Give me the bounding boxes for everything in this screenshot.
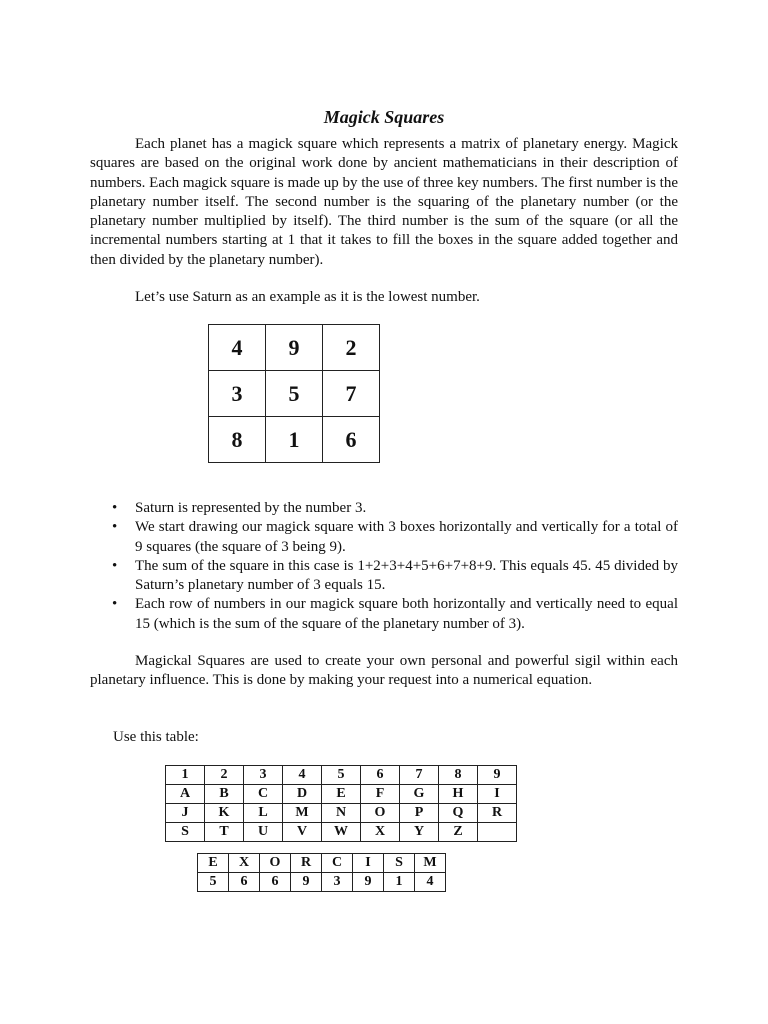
table-cell: Q xyxy=(439,804,478,823)
letter-number-table xyxy=(165,765,517,842)
table-cell: 4 xyxy=(415,873,446,892)
table-cell: G xyxy=(400,785,439,804)
square-cell: 1 xyxy=(266,417,323,463)
bullet-icon: • xyxy=(112,500,118,516)
table-cell: 7 xyxy=(400,766,439,785)
table-cell: 3 xyxy=(244,766,283,785)
list-item xyxy=(90,595,678,634)
table-cell xyxy=(478,823,517,842)
bullet-icon: • xyxy=(112,596,118,613)
table-cell: U xyxy=(244,823,283,842)
page-title: Magick Squares xyxy=(323,107,445,127)
intro-paragraph: Each planet has a magick square which represents a matrix of planetary energy. Magick squares are based on the original work done by ancient mathematicians in their description of numbers. Each magick square is made up by the use of three key numbers. The first number is the planetary number itself. The second number is the squaring of the planetary number (or the planetary number multiplied by itself). The third number is the sum of the square (or all the incremental numbers starting at 1 that it takes to fill the boxes in the square added together and then divided by the planetary number). xyxy=(90,136,678,268)
list-item xyxy=(90,557,678,596)
use-table-label: Use this table: xyxy=(113,729,199,745)
table-cell: J xyxy=(166,804,205,823)
square-row xyxy=(209,325,380,371)
table-cell: L xyxy=(244,804,283,823)
table-row xyxy=(166,823,517,842)
table-cell: X xyxy=(361,823,400,842)
table-cell: C xyxy=(322,854,353,873)
magickal-paragraph: Magickal Squares are used to create your own personal and powerful sigil within each planetary influence. This is done by making your request into a numerical equation. xyxy=(90,653,678,689)
table-cell: 4 xyxy=(283,766,322,785)
table-cell: D xyxy=(283,785,322,804)
list-item-text: We start drawing our magick square with 3 boxes horizontally and vertically for a total of 9 squares (the square of 3 being 9). xyxy=(135,519,678,555)
table-cell: R xyxy=(478,804,517,823)
square-cell: 3 xyxy=(209,371,266,417)
table-cell: S xyxy=(166,823,205,842)
table-cell: 1 xyxy=(166,766,205,785)
table-cell: W xyxy=(322,823,361,842)
table-cell: M xyxy=(283,804,322,823)
square-cell: 9 xyxy=(266,325,323,371)
table-cell: T xyxy=(205,823,244,842)
exorcism-table xyxy=(197,853,446,892)
square-cell: 5 xyxy=(266,371,323,417)
square-cell: 2 xyxy=(323,325,380,371)
bullet-icon: • xyxy=(112,519,118,536)
table-cell: R xyxy=(291,854,322,873)
table-cell: N xyxy=(322,804,361,823)
table-cell: 5 xyxy=(198,873,229,892)
table-cell: E xyxy=(198,854,229,873)
table-cell: Y xyxy=(400,823,439,842)
list-item-text: The sum of the square in this case is 1+2+3+4+5+6+7+8+9. This equals 45. 45 divided by Saturn’s planetary number of 3 equals 15. xyxy=(135,557,678,594)
table-cell: S xyxy=(384,854,415,873)
table-cell: C xyxy=(244,785,283,804)
table-row xyxy=(166,785,517,804)
square-row xyxy=(209,417,380,463)
square-cell: 4 xyxy=(209,325,266,371)
list-item xyxy=(90,499,678,518)
table-cell: 9 xyxy=(478,766,517,785)
table-cell: K xyxy=(205,804,244,823)
table-cell: 9 xyxy=(291,873,322,892)
table-cell: B xyxy=(205,785,244,804)
list-item xyxy=(90,518,678,557)
square-cell: 7 xyxy=(323,371,380,417)
table-cell: P xyxy=(400,804,439,823)
table-row xyxy=(166,766,517,785)
table-cell: O xyxy=(361,804,400,823)
example-paragraph: Let’s use Saturn as an example as it is the lowest number. xyxy=(135,289,480,305)
table-cell: 5 xyxy=(322,766,361,785)
table-cell: Z xyxy=(439,823,478,842)
table-cell: A xyxy=(166,785,205,804)
saturn-magick-square xyxy=(208,324,380,463)
bullet-icon: • xyxy=(112,557,118,574)
list-item-text: Saturn is represented by the number 3. xyxy=(135,500,367,516)
table-cell: 9 xyxy=(353,873,384,892)
table-cell: X xyxy=(229,854,260,873)
table-cell: E xyxy=(322,785,361,804)
table-cell: M xyxy=(415,854,446,873)
table-cell: 6 xyxy=(260,873,291,892)
table-cell: 6 xyxy=(229,873,260,892)
table-cell: 6 xyxy=(361,766,400,785)
table-row xyxy=(198,854,446,873)
table-row xyxy=(198,873,446,892)
table-cell: H xyxy=(439,785,478,804)
list-item-text: Each row of numbers in our magick square both horizontally and vertically need to equal 15 (which is the sum of the square of the planetary number of 3). xyxy=(135,596,678,632)
table-cell: 8 xyxy=(439,766,478,785)
table-cell: 2 xyxy=(205,766,244,785)
table-cell: 1 xyxy=(384,873,415,892)
table-cell: I xyxy=(353,854,384,873)
table-cell: O xyxy=(260,854,291,873)
square-cell: 8 xyxy=(209,417,266,463)
table-cell: 3 xyxy=(322,873,353,892)
square-cell: 6 xyxy=(323,417,380,463)
bullet-list xyxy=(90,499,678,634)
table-cell: F xyxy=(361,785,400,804)
table-cell: V xyxy=(283,823,322,842)
table-cell: I xyxy=(478,785,517,804)
table-row xyxy=(166,804,517,823)
square-row xyxy=(209,371,380,417)
